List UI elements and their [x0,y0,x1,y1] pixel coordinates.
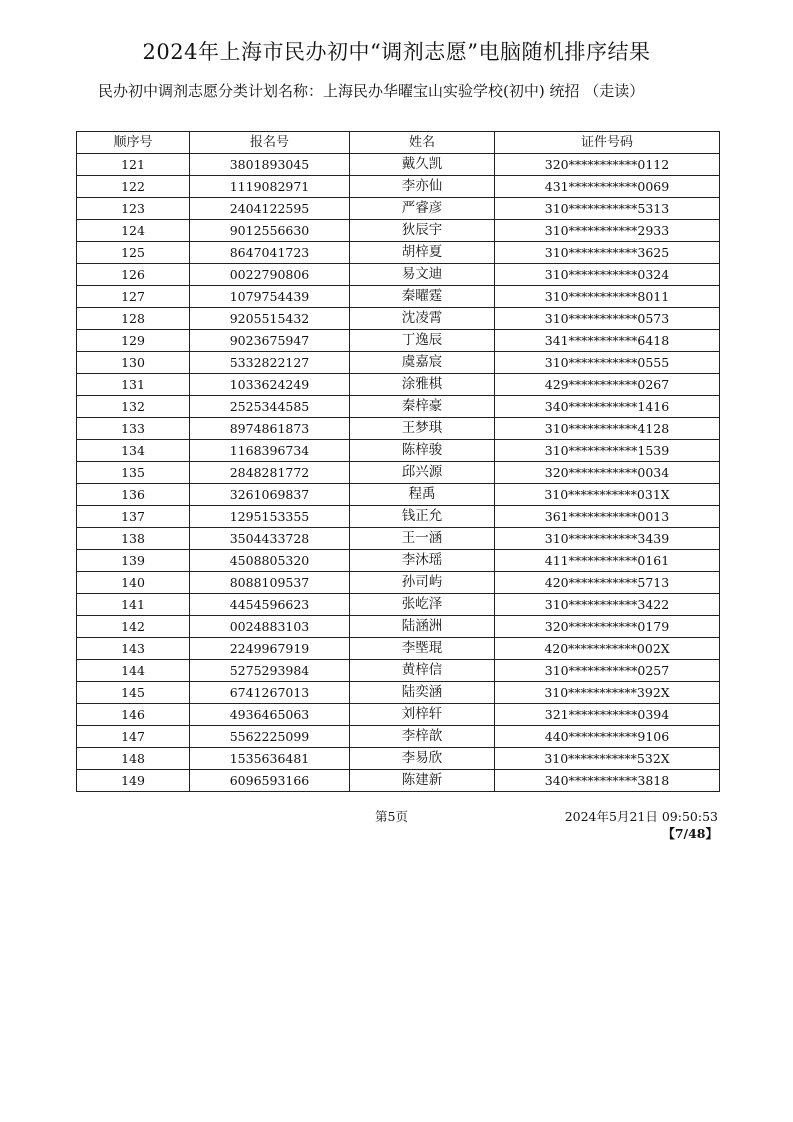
page-count: 【7/48】 [662,826,718,841]
id-no-cell: 310***********2933 [495,220,720,242]
reg-no-cell: 5332822127 [190,352,350,374]
id-no-cell: 310***********392X [495,682,720,704]
id-no-cell: 341***********6418 [495,330,720,352]
reg-no-cell: 9023675947 [190,330,350,352]
id-no-cell: 440***********9106 [495,726,720,748]
reg-no-cell: 3261069837 [190,484,350,506]
order-cell: 132 [77,396,190,418]
name-cell: 虞嘉宸 [350,352,495,374]
col-header-order: 顺序号 [77,132,190,154]
reg-no-cell: 1535636481 [190,748,350,770]
name-cell: 李塈琨 [350,638,495,660]
id-no-cell: 310***********3439 [495,528,720,550]
table-row [77,528,720,550]
table-row [77,770,720,792]
reg-no-cell: 5275293984 [190,660,350,682]
plan-name: 民办初中调剂志愿分类计划名称：上海民办华曜宝山实验学校(初中) 统招 （走读） [98,82,645,100]
col-header-name: 姓名 [350,132,495,154]
order-cell: 123 [77,198,190,220]
reg-no-cell: 1168396734 [190,440,350,462]
reg-no-cell: 1033624249 [190,374,350,396]
table-row [77,550,720,572]
order-cell: 137 [77,506,190,528]
id-no-cell: 361***********0013 [495,506,720,528]
name-cell: 黄梓信 [350,660,495,682]
name-cell: 狄辰宇 [350,220,495,242]
table-row [77,616,720,638]
table-row [77,594,720,616]
id-no-cell: 431***********0069 [495,176,720,198]
order-cell: 144 [77,660,190,682]
order-cell: 130 [77,352,190,374]
name-cell: 胡梓夏 [350,242,495,264]
table-row [77,330,720,352]
order-cell: 134 [77,440,190,462]
name-cell: 王梦琪 [350,418,495,440]
order-cell: 135 [77,462,190,484]
table-row [77,286,720,308]
reg-no-cell: 4454596623 [190,594,350,616]
order-cell: 149 [77,770,190,792]
id-no-cell: 310***********0257 [495,660,720,682]
name-cell: 丁逸辰 [350,330,495,352]
reg-no-cell: 9012556630 [190,220,350,242]
reg-no-cell: 4508805320 [190,550,350,572]
id-no-cell: 310***********1539 [495,440,720,462]
reg-no-cell: 2525344585 [190,396,350,418]
id-no-cell: 411***********0161 [495,550,720,572]
table-row [77,726,720,748]
reg-no-cell: 8647041723 [190,242,350,264]
table-row [77,308,720,330]
order-cell: 129 [77,330,190,352]
reg-no-cell: 5562225099 [190,726,350,748]
id-no-cell: 340***********3818 [495,770,720,792]
table-row [77,374,720,396]
order-cell: 133 [77,418,190,440]
order-cell: 136 [77,484,190,506]
order-cell: 122 [77,176,190,198]
order-cell: 131 [77,374,190,396]
order-cell: 139 [77,550,190,572]
name-cell: 李梓歆 [350,726,495,748]
name-cell: 秦曜霆 [350,286,495,308]
reg-no-cell: 4936465063 [190,704,350,726]
name-cell: 李易欣 [350,748,495,770]
reg-no-cell: 8088109537 [190,572,350,594]
id-no-cell: 320***********0179 [495,616,720,638]
name-cell: 陈梓骏 [350,440,495,462]
reg-no-cell: 0022790806 [190,264,350,286]
id-no-cell: 310***********4128 [495,418,720,440]
table-header [77,132,720,154]
id-no-cell: 310***********3422 [495,594,720,616]
reg-no-cell: 0024883103 [190,616,350,638]
id-no-cell: 310***********8011 [495,286,720,308]
id-no-cell: 310***********532X [495,748,720,770]
id-no-cell: 420***********002X [495,638,720,660]
name-cell: 孙司屿 [350,572,495,594]
name-cell: 李亦仙 [350,176,495,198]
table-row [77,154,720,176]
order-cell: 142 [77,616,190,638]
name-cell: 陆涵洲 [350,616,495,638]
table-row [77,682,720,704]
id-no-cell: 310***********5313 [495,198,720,220]
name-cell: 易文迪 [350,264,495,286]
order-cell: 121 [77,154,190,176]
name-cell: 刘梓轩 [350,704,495,726]
id-no-cell: 310***********031X [495,484,720,506]
order-cell: 140 [77,572,190,594]
table-row [77,506,720,528]
page-number: 第5页 [375,809,408,824]
reg-no-cell: 1295153355 [190,506,350,528]
id-no-cell: 310***********0555 [495,352,720,374]
id-no-cell: 320***********0034 [495,462,720,484]
reg-no-cell: 3504433728 [190,528,350,550]
name-cell: 涂雅棋 [350,374,495,396]
id-no-cell: 320***********0112 [495,154,720,176]
order-cell: 126 [77,264,190,286]
table-row [77,462,720,484]
table-row [77,638,720,660]
order-cell: 141 [77,594,190,616]
id-no-cell: 310***********0324 [495,264,720,286]
table-row [77,220,720,242]
name-cell: 程禹 [350,484,495,506]
table-row [77,748,720,770]
results-table [76,131,720,792]
order-cell: 128 [77,308,190,330]
order-cell: 146 [77,704,190,726]
reg-no-cell: 2848281772 [190,462,350,484]
reg-no-cell: 2404122595 [190,198,350,220]
order-cell: 138 [77,528,190,550]
table-row [77,660,720,682]
order-cell: 125 [77,242,190,264]
reg-no-cell: 8974861873 [190,418,350,440]
id-no-cell: 429***********0267 [495,374,720,396]
name-cell: 陆奕涵 [350,682,495,704]
table-row [77,396,720,418]
reg-no-cell: 2249967919 [190,638,350,660]
order-cell: 124 [77,220,190,242]
name-cell: 陈建新 [350,770,495,792]
order-cell: 147 [77,726,190,748]
id-no-cell: 310***********3625 [495,242,720,264]
table-row [77,198,720,220]
table-row [77,176,720,198]
name-cell: 严睿彦 [350,198,495,220]
name-cell: 沈凌霄 [350,308,495,330]
name-cell: 钱正允 [350,506,495,528]
name-cell: 王一涵 [350,528,495,550]
reg-no-cell: 3801893045 [190,154,350,176]
order-cell: 145 [77,682,190,704]
table-row [77,572,720,594]
reg-no-cell: 6741267013 [190,682,350,704]
reg-no-cell: 1119082971 [190,176,350,198]
table-row [77,242,720,264]
table-body [77,154,720,792]
table-row [77,264,720,286]
name-cell: 秦梓豪 [350,396,495,418]
name-cell: 戴久凯 [350,154,495,176]
name-cell: 张屹泽 [350,594,495,616]
order-cell: 127 [77,286,190,308]
reg-no-cell: 1079754439 [190,286,350,308]
table-row [77,352,720,374]
id-no-cell: 321***********0394 [495,704,720,726]
order-cell: 148 [77,748,190,770]
id-no-cell: 420***********5713 [495,572,720,594]
reg-no-cell: 9205515432 [190,308,350,330]
id-no-cell: 310***********0573 [495,308,720,330]
order-cell: 143 [77,638,190,660]
name-cell: 李沐瑶 [350,550,495,572]
timestamp: 2024年5月21日 09:50:53 [564,809,718,824]
name-cell: 邱兴源 [350,462,495,484]
table-row [77,440,720,462]
col-header-id-no: 证件号码 [495,132,720,154]
reg-no-cell: 6096593166 [190,770,350,792]
table-row [77,484,720,506]
id-no-cell: 340***********1416 [495,396,720,418]
table-row [77,418,720,440]
table-row [77,704,720,726]
col-header-reg-no: 报名号 [190,132,350,154]
page-title: 2024年上海市民办初中“调剂志愿”电脑随机排序结果 [142,40,651,64]
